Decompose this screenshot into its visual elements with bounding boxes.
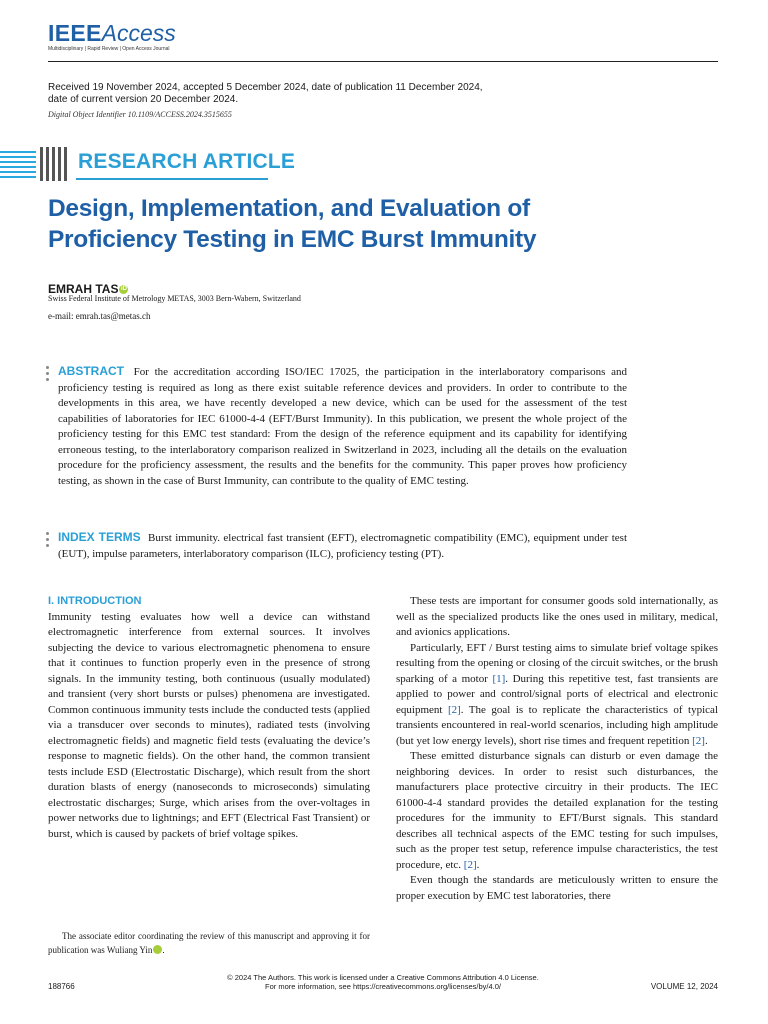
volume-info: VOLUME 12, 2024 — [650, 982, 718, 991]
index-terms-text: Burst immunity. electrical fast transient (EFT), electromagnetic compatibility (EMC), equipment under test (EUT), impulse parameters, interlaboratory comparison (ILC), proficiency testing (PT). — [58, 532, 627, 560]
intro-paragraph-5: Even though the standards are meticulously written to ensure the proper execution by EMC test laboratories, there — [396, 874, 718, 902]
doi[interactable]: Digital Object Identifier 10.1109/ACCESS.2024.3515655 — [48, 110, 232, 119]
author-email[interactable]: e-mail: emrah.tas@metas.ch — [48, 311, 151, 321]
citation-link[interactable]: [2] — [692, 734, 705, 747]
text-run: . — [704, 734, 708, 747]
publication-dates: Received 19 November 2024, accepted 5 December 2024, date of publication 11 December 2024, date of current version 20 December 2024. — [48, 82, 483, 105]
index-terms — [58, 530, 627, 562]
page-number: 188766 — [48, 982, 75, 991]
citation-link[interactable]: [2] — [447, 703, 461, 716]
citation-link[interactable]: [2] — [463, 858, 477, 871]
footnote-text: The associate editor coordinating the review of this manuscript and approving it for publication was Wuliang Yin — [48, 931, 370, 955]
section-heading-introduction: I. INTRODUCTION — [48, 595, 142, 607]
citation-link[interactable]: [1] — [492, 672, 506, 685]
paper-title: Design, Implementation, and Evaluation of Proficiency Testing in EMC Burst Immunity — [48, 195, 537, 253]
text-run: . — [476, 858, 480, 871]
author-affiliation: Swiss Federal Institute of Metrology METAS, 3003 Bern-Wabern, Switzerland — [48, 294, 301, 303]
author-name-text: EMRAH TAS — [48, 282, 119, 296]
text-run: These emitted disturbance signals can disturb or even damage the neighboring devices. In order to resist such disturbances, the manufacturers place protective circuitry in their products. The IEC 61000-4-4 standard provides the detailed explanation for the testing procedures for the immunity to EFT/Burst signals. This standard describes all technical aspects of the EMC testing for such impulses, such as the proper test setup, reference impulse characteristics, the test procedure, etc. — [396, 750, 718, 871]
text-run: Particularly, EFT / Burst testing aims to simulate brief voltage spikes resulting from the opening or closing of the circuit switches, or the brush sparking of a motor — [396, 641, 718, 685]
text-run: . During this repetitive test, fast transients are applied to power and control/signal ports of electrical and electronic equipment — [396, 672, 718, 716]
orcid-icon[interactable]: iD — [120, 286, 127, 292]
page-footer — [48, 973, 718, 991]
article-type-decoration — [0, 147, 70, 181]
abstract-marker-icon — [46, 366, 49, 384]
right-column — [396, 594, 718, 904]
index-terms-marker-icon — [46, 532, 49, 550]
intro-paragraph-4 — [396, 749, 718, 873]
journal-logo[interactable] — [48, 22, 176, 45]
text-run: . The goal is to replicate the characteristics of typical transients encountered in real-world scenarios, including high amplitude (but yet low energy levels), short rise times and frequent repetition — [396, 703, 718, 747]
left-column — [48, 594, 370, 842]
logo-tagline: Multidisciplinary | Rapid Review | Open Access Journal — [48, 46, 170, 52]
license-link[interactable]: For more information, see https://creativecommons.org/licenses/by/4.0/ — [265, 982, 501, 991]
article-type: RESEARCH ARTICLE — [78, 150, 296, 173]
header-divider — [48, 61, 718, 62]
license-notice: © 2024 The Authors. This work is licensed under a Creative Commons Attribution 4.0 License. — [227, 973, 539, 982]
orcid-icon[interactable]: iD — [153, 945, 162, 954]
abstract-text: For the accreditation according ISO/IEC 17025, the participation in the interlaboratory comparisons and proficiency testing is required as long as there exist suitable reference devices and providers. In order to contribute to the developments in this area, we have recently developed a new device, which can be used for the assessment of the test capabilities of laboratories for IEC 61000-4-4 (EFT/Burst Immunity). In this publication, we present the whole project of the proficiency testing for this EMC test standard: From the design of the reference equipment and its capability for identifying erroneous testing, to the interlaboratory comparison realized in Switzerland in 2023, including all the details on the evaluation procedure for the proficiency assessment, the results and the benefits for the community. This paper proves how proficiency testing, as shown in the case of Burst Immunity, can contribute to the quality of EMC testing. — [58, 366, 627, 487]
index-terms-label: INDEX TERMS — [58, 530, 141, 544]
intro-paragraph-1: Immunity testing evaluates how well a device can withstand electromagnetic interference from external sources. It involves subjecting the device to various electromagnetic phenomena to ensure that it continues to function properly even in the presence of strong signals. In the immunity testing, both continuous (usually modulated) and transient (very short bursts or pulses) phenomena are investigated. Common continuous immunity tests include the conducted tests (applied via a transducer over seconds to minutes), radiated tests (involving electromagnetic fields) and magnetic field tests (evaluating the device’s response to magnetic fields). On the other hand, the common transient tests include ESD (Electrostatic Discharge), which result from the short duration blasts of energy (nanoseconds to microseconds) simulating electrostatic discharges; Surge, which arises from the over-voltages in power networks due to lightnings; and EFT (Electrical Fast Transient) or burst, which is caused by packets of brief voltage spikes. — [48, 610, 370, 840]
intro-paragraph-2: These tests are important for consumer goods sold internationally, as well as the specialized products like the ones used in military, medical, and avionics applications. — [396, 595, 718, 638]
abstract — [58, 364, 627, 489]
abstract-label: ABSTRACT — [58, 364, 124, 378]
logo-access: Access — [101, 20, 176, 46]
journal-header — [48, 22, 718, 62]
editor-footnote: The associate editor coordinating the review of this manuscript and approving it for publication was Wuliang Yin iD. — [48, 931, 370, 955]
logo-ieee: IEEE — [48, 20, 102, 46]
intro-paragraph-3 — [396, 641, 718, 750]
article-type-underline — [76, 178, 268, 180]
